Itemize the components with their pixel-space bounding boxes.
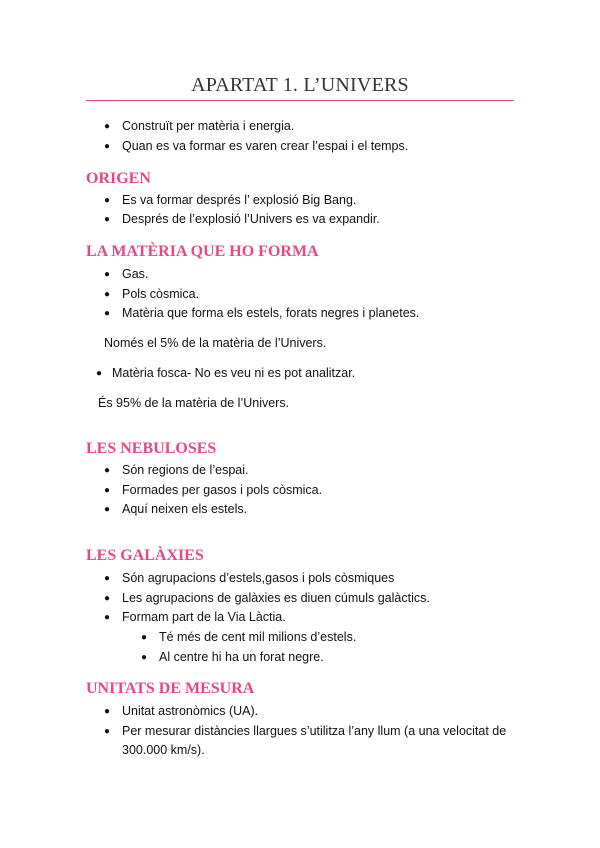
bullet-icon: ● — [104, 308, 111, 319]
bullet-icon: ● — [104, 289, 111, 300]
list-item: ● Formam part de la Via Làctia. — [122, 608, 286, 627]
bullet-icon: ● — [141, 632, 148, 643]
list-item: ● Després de l’explosió l’Univers es va expandir. — [122, 210, 380, 229]
bullet-icon: ● — [104, 121, 111, 132]
list-item: ● Matèria que forma els estels, forats negres i planetes. — [122, 304, 419, 323]
bullet-icon: ● — [104, 504, 111, 515]
note-text: Només el 5% de la matèria de l’Univers. — [104, 336, 327, 350]
title-underline — [86, 100, 514, 101]
bullet-icon: ● — [104, 726, 111, 737]
bullet-icon: ● — [104, 573, 111, 584]
list-item: ● Gas. — [122, 265, 148, 284]
bullet-icon: ● — [104, 706, 111, 717]
bullet-icon: ● — [104, 214, 111, 225]
bullet-icon: ● — [96, 368, 103, 379]
list-item: ● Formades per gasos i pols còsmica. — [122, 481, 322, 500]
sub-list-item: ● Al centre hi ha un forat negre. — [159, 648, 324, 667]
list-item: ● Unitat astronòmics (UA). — [122, 702, 258, 721]
list-item: ● Es va formar després l’ explosió Big Bang. — [122, 191, 356, 210]
heading-galaxies: LES GALÀXIES — [86, 547, 204, 564]
page-title: APARTAT 1. L’UNIVERS — [191, 74, 409, 96]
heading-nebuloses: LES NEBULOSES — [86, 440, 217, 457]
list-item: ● Són agrupacions d’estels,gasos i pols còsmiques — [122, 569, 394, 588]
bullet-icon: ● — [104, 269, 111, 280]
list-item: ● Són regions de l’espai. — [122, 461, 248, 480]
bullet-icon: ● — [104, 195, 111, 206]
note-text: És 95% de la matèria de l’Univers. — [98, 396, 290, 410]
list-item: ● Construït per matèria i energia. — [122, 117, 294, 136]
bullet-icon: ● — [141, 652, 148, 663]
heading-origen: ORIGEN — [86, 170, 151, 187]
bullet-icon: ● — [104, 593, 111, 604]
list-item: ● Matèria fosca- No es veu ni es pot analitzar. — [112, 364, 355, 383]
list-item: ● Quan es va formar es varen crear l’espai i el temps. — [122, 137, 408, 156]
heading-unitats: UNITATS DE MESURA — [86, 680, 255, 697]
heading-materia: LA MATÈRIA QUE HO FORMA — [86, 243, 319, 260]
list-item: ● Per mesurar distàncies llargues s’utilitza l’any llum (a una velocitat de 300.000 km/s). — [104, 724, 507, 757]
list-item: ● Pols còsmica. — [122, 285, 199, 304]
list-item: ● Les agrupacions de galàxies es diuen cúmuls galàctics. — [122, 589, 430, 608]
bullet-icon: ● — [104, 612, 111, 623]
bullet-icon: ● — [104, 465, 111, 476]
list-item: ● Aquí neixen els estels. — [122, 500, 247, 519]
bullet-icon: ● — [104, 141, 111, 152]
sub-list-item: ● Té més de cent mil milions d’estels. — [159, 628, 356, 647]
bullet-icon: ● — [104, 485, 111, 496]
